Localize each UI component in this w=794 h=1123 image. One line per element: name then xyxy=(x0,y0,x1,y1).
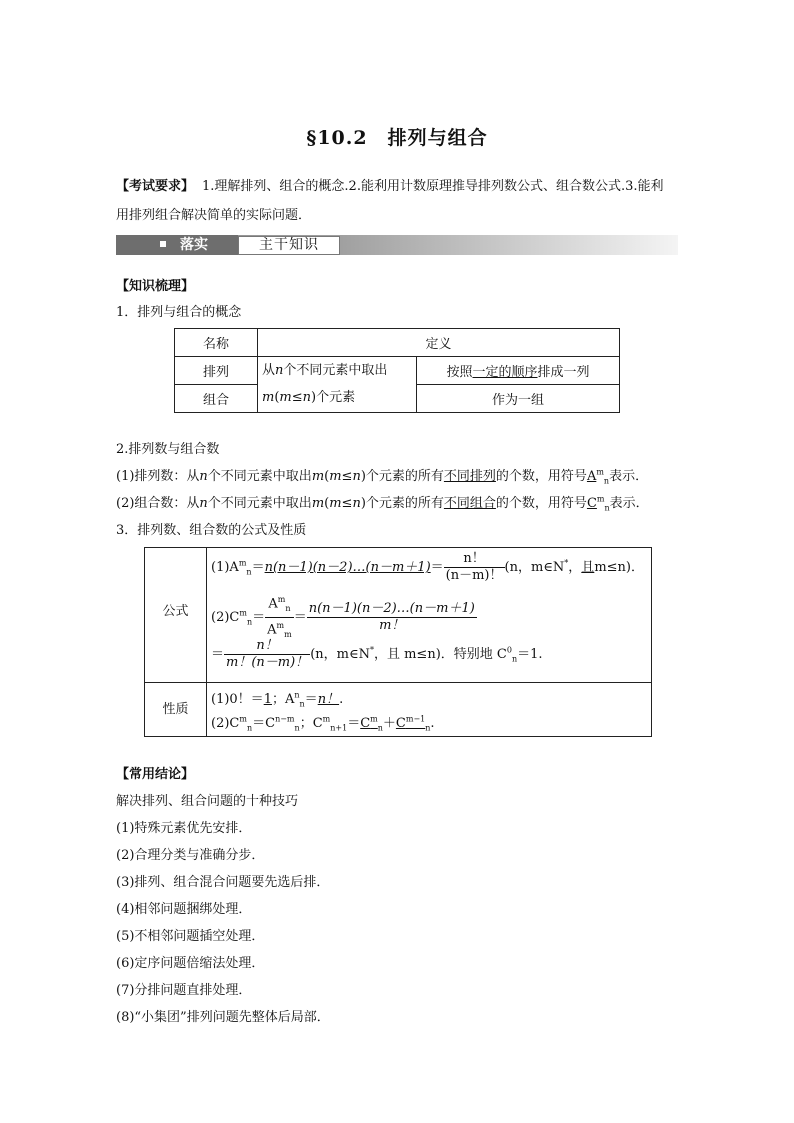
section2-title: 2.排列数与组合数 xyxy=(116,442,220,457)
def-var: m xyxy=(279,390,292,405)
numerator: $A^m_n$ xyxy=(265,592,294,618)
formula-label: 公式 xyxy=(162,604,189,619)
var: m xyxy=(311,469,325,484)
comb-symbol: C xyxy=(586,496,597,511)
underline-answer: n(n－1)(n－2)…(n－m＋1) xyxy=(264,560,431,575)
numerator: n！ xyxy=(444,551,505,568)
text: . xyxy=(430,716,435,731)
def-text: )个元素 xyxy=(311,390,356,405)
numerator: n！ xyxy=(224,638,310,655)
text: )个元素的所有 xyxy=(360,496,444,511)
var: n xyxy=(352,496,361,511)
property-2: $(2)C^m_n=C^{n-m}_n$；$C^m_{n+1}=C^m_n+C^{m-1}_n$. xyxy=(211,714,435,733)
def-text: ≤ xyxy=(291,390,303,405)
underline-answer: $C^{m-1}_n$ xyxy=(395,714,431,733)
denominator: (n－m)！ xyxy=(445,568,503,583)
text: ≤ xyxy=(341,496,353,511)
text: A xyxy=(267,622,277,638)
formula-comb-factorial: ＝ $\frac{n!}{m!(n-m)!}$ (n，m∈N*，且 m≤n)．特别地 $C^0_n=1$. xyxy=(211,638,543,670)
var: m xyxy=(329,496,342,511)
perm-symbol: A xyxy=(586,469,597,484)
text: C xyxy=(360,716,371,731)
banner-dark-label: 落实 xyxy=(180,237,208,253)
sup: * xyxy=(564,558,569,568)
underline-answer: 1 xyxy=(263,692,272,707)
text: ， xyxy=(568,560,582,575)
denominator: m！ xyxy=(379,617,405,633)
underline-answer: 不同组合 xyxy=(443,496,496,511)
var: n xyxy=(352,469,361,484)
table-header-name: 名称 xyxy=(175,329,258,357)
sup: 0 xyxy=(506,645,512,655)
formula-perm: $(1)A^m_n=n(n-1)(n-2)\dots(n-m+1)=$ $\frac{n!}{(n-m)!}$ (n，m∈N*，且m≤n)． xyxy=(211,551,644,583)
text: )个元素的所有 xyxy=(360,469,444,484)
formula-box xyxy=(144,547,652,737)
text: ( xyxy=(324,496,330,511)
numerator: n(n－1)(n－2)…(n－m＋1) xyxy=(308,600,475,616)
text: . xyxy=(339,692,344,707)
text: ＝ xyxy=(347,716,361,731)
property-1: (1)0！＝1；$A^n_n=n$！. xyxy=(211,690,344,709)
fraction xyxy=(224,638,310,671)
underline-answer: n！ xyxy=(317,692,340,707)
table-shared-definition xyxy=(258,357,417,413)
list-item: (4)相邻问题捆绑处理． xyxy=(116,902,252,917)
text: ＝C xyxy=(252,716,276,731)
divider xyxy=(206,548,207,736)
text: ＝1. xyxy=(517,647,543,662)
divider xyxy=(145,682,651,683)
fraction xyxy=(265,592,294,643)
list-item: (2)合理分类与准确分步． xyxy=(116,848,265,863)
text: A xyxy=(268,596,278,612)
table-header-definition: 定义 xyxy=(258,329,620,357)
def-text: 按照 xyxy=(446,365,473,380)
text: ＝ xyxy=(211,647,225,662)
perm-definition-line: (1)排列数：从n个不同元素中取出m(m≤n)个元素的所有不同排列的个数，用符号$A^m_n$表示． xyxy=(116,467,649,486)
text: ＝ xyxy=(252,609,266,625)
text: (1)排列数：从 xyxy=(116,469,200,484)
text: 表示． xyxy=(609,469,649,484)
formula-comb: $(2)C^m_n=$ $\frac{A^m_n}{A^m_m}$ ＝ $\frac{n(n-1)(n-2)\dots(n-m+1)}{m!}$ xyxy=(211,592,477,643)
text: m≤n)． xyxy=(594,560,644,575)
square-bullet-icon xyxy=(160,241,166,247)
text: (n，m∈N xyxy=(310,647,370,662)
requirements-tag: 【考试要求】 xyxy=(116,179,195,194)
exam-requirements xyxy=(116,172,681,230)
property-label: 性质 xyxy=(162,702,189,717)
requirements-line2: 用排列组合解决简单的实际问题． xyxy=(116,208,312,223)
var: m xyxy=(311,496,325,511)
denominator: m！(n－m)！ xyxy=(226,655,309,670)
var: m xyxy=(329,469,342,484)
comb-definition-line: (2)组合数：从n个不同元素中取出m(m≤n)个元素的所有不同组合的个数，用符号$C^m_n$表示． xyxy=(116,494,649,513)
var: n xyxy=(199,496,208,511)
table-row-comb-definition: 作为一组 xyxy=(417,385,620,413)
list-item: (7)分排问题直排处理． xyxy=(116,983,252,998)
text: ＝ xyxy=(293,609,307,625)
text: ＋ xyxy=(382,716,396,731)
text: (2)组合数：从 xyxy=(116,496,200,511)
text: 的个数，用符号 xyxy=(495,469,587,484)
fraction xyxy=(444,551,505,584)
banner-dark-tab xyxy=(116,235,238,255)
text: 表示． xyxy=(609,496,649,511)
knowledge-heading: 【知识梳理】 xyxy=(116,279,195,294)
banner-light-tab: 主干知识 xyxy=(238,236,340,255)
text: (1)A xyxy=(211,560,239,575)
section-banner xyxy=(116,235,678,257)
fraction xyxy=(307,601,477,634)
text: ＝ xyxy=(304,692,318,707)
list-item: (1)特殊元素优先安排． xyxy=(116,821,252,836)
text: (1)0！＝ xyxy=(211,692,264,707)
underline-answer: 不同排列 xyxy=(443,469,496,484)
list-item: (3)排列、组合混合问题要先选后排． xyxy=(116,875,330,890)
text: ；C xyxy=(299,716,323,731)
table-row-comb-name: 组合 xyxy=(175,385,258,413)
text: ＝ xyxy=(430,560,444,575)
concept-table xyxy=(174,328,620,413)
def-text: 从 xyxy=(262,363,276,378)
text: (2)C xyxy=(211,716,240,731)
table-row-perm-definition xyxy=(417,357,620,385)
def-var: n xyxy=(302,390,312,405)
text: 个不同元素中取出 xyxy=(207,496,312,511)
def-text: 个不同元素中取出 xyxy=(283,363,388,378)
def-text: 排成一列 xyxy=(537,365,590,380)
text: (2)C xyxy=(211,609,240,625)
section3-title: 3．排列数、组合数的公式及性质 xyxy=(116,523,307,538)
sup: * xyxy=(369,645,374,655)
text: 的个数，用符号 xyxy=(495,496,587,511)
def-text: ( xyxy=(274,390,280,405)
conclusions-intro: 解决排列、组合问题的十种技巧 xyxy=(116,794,299,809)
requirements-line1: 1.理解排列、组合的概念.2.能利用计数原理推导排列数公式、组合数公式.3.能利 xyxy=(202,179,664,194)
underline-answer: $C^m_n$ xyxy=(360,714,383,733)
list-item: (5)不相邻问题插空处理． xyxy=(116,929,265,944)
text: ；A xyxy=(271,692,295,707)
def-underline: 一定的顺序 xyxy=(472,365,538,380)
text: C xyxy=(395,716,406,731)
list-item: (8)“小集团”排列问题先整体后局部． xyxy=(116,1010,330,1025)
text: (n，m∈N xyxy=(504,560,565,575)
text: ，且 m≤n)．特别地 C xyxy=(373,647,507,662)
def-var: n xyxy=(275,363,284,378)
text: ( xyxy=(324,469,330,484)
text: ＝ xyxy=(251,560,265,575)
page-title: §10.2 排列与组合 xyxy=(306,127,488,149)
underline-answer: 且 xyxy=(581,560,595,575)
text: ≤ xyxy=(341,469,353,484)
table-row-perm-name: 排列 xyxy=(175,357,258,385)
denominator: $A^m_m$ xyxy=(267,620,292,639)
text: 个不同元素中取出 xyxy=(207,469,312,484)
section1-title: 1．排列与组合的概念 xyxy=(116,305,242,320)
conclusions-heading: 【常用结论】 xyxy=(116,767,195,782)
var: n xyxy=(199,469,208,484)
def-var: m xyxy=(262,390,275,405)
list-item: (6)定序问题倍缩法处理． xyxy=(116,956,265,971)
